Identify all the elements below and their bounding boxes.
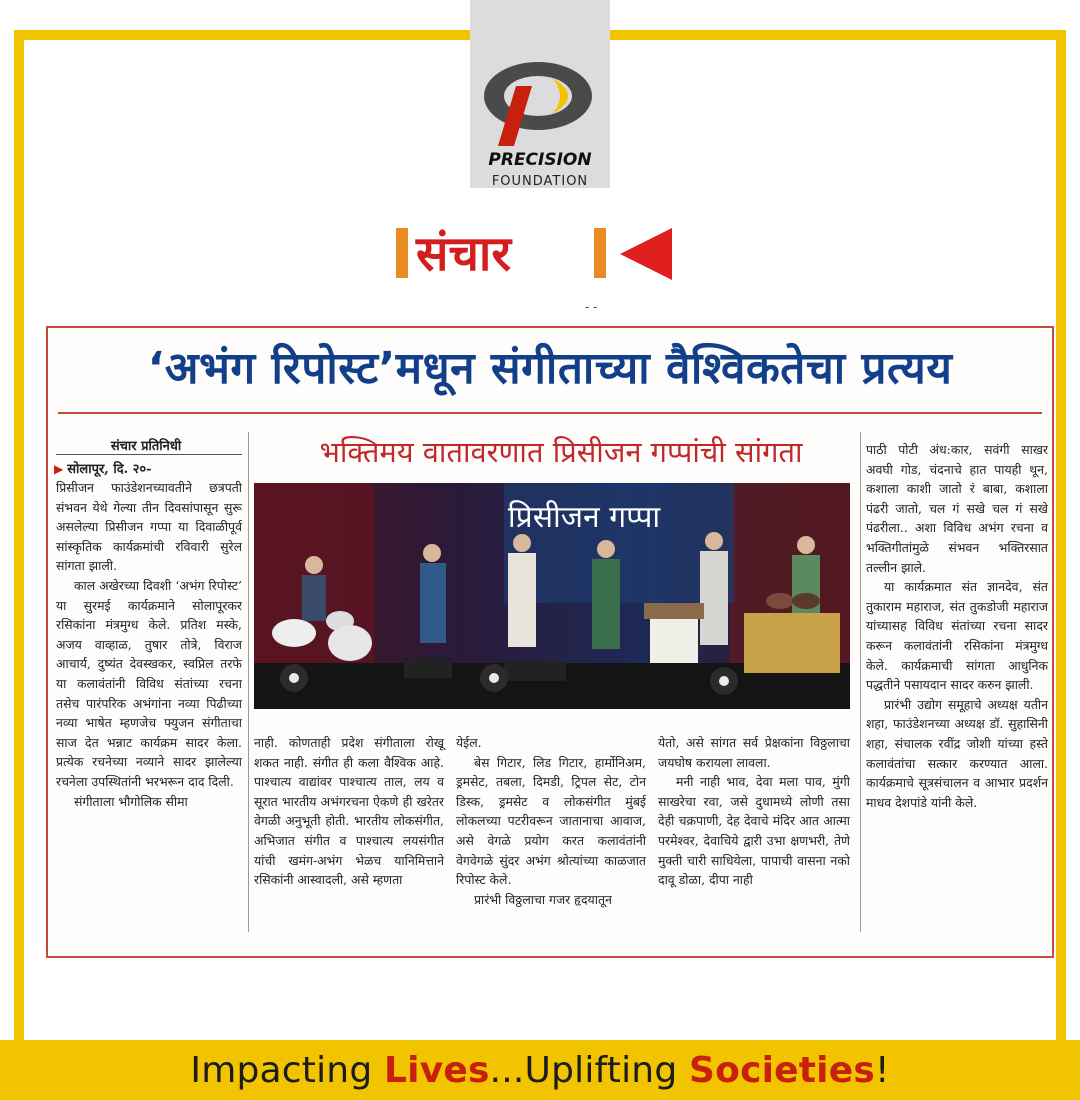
precision-foundation-logo	[470, 0, 610, 188]
col3-paragraph: प्रारंभी विठ्ठलाचा गजर हृदयातून	[474, 891, 612, 907]
column-rule	[860, 432, 861, 932]
masthead-title: संचार	[416, 226, 511, 282]
stage-illustration	[254, 483, 850, 709]
tagline-part: !	[874, 1049, 890, 1091]
col5-paragraph: या कार्यक्रमात संत ज्ञानदेव, संत तुकाराम महाराज, संत तुकडोजी महाराज यांच्यासह विविध संतांच्या रचना सादर करून कलावंतांनी रसिकांना मंत्रमुग्ध केले. कार्यक्रमाची सांगता आधुनिक पद्धतीने पसायदान सादर करुन झाली.	[866, 579, 1048, 693]
article-column-4	[658, 733, 850, 890]
article-column-1	[56, 478, 242, 811]
col3-paragraph: बेस गिटार, लिड गिटार, हार्मोनिअम, ड्रमसेट, तबला, दिमडी, ट्रिपल सेट, टोन डिस्क, ड्रमसेट व लोकसंगीत मुंबई लोकलच्या पटरीवरून जातानाचा आवाज, असे वेगळे प्रयोग करत कलावंतांनी वेगवेगळे सुंदर अभंग श्रोत्यांच्या काळजात रिपोस्ट केले.	[456, 754, 646, 888]
dateline-arrow-icon: ▶	[54, 462, 64, 476]
col1-paragraph: प्रिसीजन फाउंडेशनच्यावतीने छत्रपती संभवन येथे गेल्या तीन दिवसांपासून सुरू असलेल्या प्रिसीजन गप्पा या दिवाळीपूर्व सांस्कृतिक कार्यक्रमांची रविवारी सुरेल सांगता झाली.	[56, 480, 242, 574]
article-headline: ‘अभंग रिपोस्ट’मधून संगीताच्या वैश्विकतेचा प्रत्यय	[147, 343, 953, 394]
footer-tagline	[190, 1050, 889, 1091]
tagline-highlight: Societies	[689, 1049, 875, 1091]
footer-tagline-band	[0, 1040, 1080, 1100]
dateline	[54, 459, 152, 477]
col5-paragraph: पाठी पोटी अंध:कार, सवंगी साखर अवघी गोड, चंदनाचे हात पायही थून, कशाला काशी जातो रं बाबा, कशाला पंढरी जातो, चल गं सखे चल गं सखे पंढरीला.. अशा विविध अभंग रचना व भक्तिगीतांमुळे संभवन भक्तिरसात तल्लीन झाले.	[866, 442, 1048, 575]
masthead-bar-right	[594, 228, 606, 278]
col1-paragraph: संगीताला भौगोलिक सीमा	[74, 793, 188, 809]
byline-rule	[56, 454, 242, 455]
concert-photo	[254, 483, 850, 709]
news-article	[46, 326, 1054, 958]
masthead-arrow-icon	[616, 226, 676, 282]
headline-rule	[58, 412, 1042, 414]
masthead-bar-left	[396, 228, 408, 278]
photo-banner: प्रिसीजन गप्पा	[507, 500, 661, 535]
article-column-5	[866, 440, 1048, 812]
col5-paragraph: प्रारंभी उद्योग समूहाचे अध्यक्ष यतीन शहा, फाउंडेशनच्या अध्यक्ष डॉ. सुहासिनी शहा, संचालक रवींद्र जोशी यांच्या हस्ते कलावंतांचा सत्कार करण्यात आला. कार्यक्रमाचे सूत्रसंचालन व आभार प्रदर्शन माधव देशपांडे यांनी केले.	[866, 696, 1048, 810]
col1-paragraph: काल अखेरच्या दिवशी ‘अभंग रिपोस्ट’ या सुरमई कार्यक्रमाने सोलापूरकर रसिकांना मंत्रमुग्ध केले. प्रतिश मस्के, अजय वाव्हाळ, तुषार तोत्रे, विराज आचार्य, दुष्यंत देवस्खकर, स्वप्निल तरफे या कलावंतांनी विविध संतांच्या रचना तसेच पारंपरिक अभंगांना नव्या पिढीच्या नव्या भाषेत म्हणजेच फ्युजन संगीताचा साज देत भन्नाट कार्यक्रम सादर केला. प्रत्येक रचनेच्या नव्याने सादर झालेल्या रचनेला उपस्थितांनी भरभरून दाद दिली.	[56, 577, 242, 789]
separator-mark: - -	[585, 300, 598, 314]
tagline-part: Impacting	[190, 1049, 385, 1091]
article-subheadline: भक्तिमय वातावरणात प्रिसीजन गप्पांची सांगता	[319, 435, 803, 469]
dateline-text: सोलापूर, दि. २०-	[67, 462, 152, 477]
col3-paragraph: येईल.	[456, 735, 482, 750]
tagline-part: ...Uplifting	[489, 1049, 690, 1091]
article-column-3	[456, 733, 646, 909]
column-rule	[248, 432, 249, 932]
col2-paragraph: नाही. कोणताही प्रदेश संगीताला रोखू शकत नाही. संगीत ही कला वैश्विक आहे. पाश्चात्य वाद्यांवर पाश्चात्य ताल, लय व सूरात भारतीय अभंगरचना ऐकणे ही खरेतर वेगळी अनुभूती होती. भारतीय लोकसंगीत, अभिजात संगीत व पाश्चात्य लयसंगीत यांची खमंग-अभंग भेळच यानिमित्ताने रसिकांनी आस्वादली, असे म्हणता	[254, 735, 444, 888]
newspaper-masthead	[396, 218, 686, 288]
byline: संचार प्रतिनिधी	[110, 439, 182, 454]
tagline-highlight: Lives	[384, 1049, 490, 1091]
logo-subtitle: FOUNDATION	[491, 174, 589, 189]
col4-paragraph: मनी नाही भाव, देवा मला पाव, मुंगी साखरेचा रवा, जसे दुधामध्ये लोणी तसा देही चक्रपाणी, देह देवाचे मंदिर आत आत्मा परमेश्वर, देवाचिये द्वारी उभा क्षणभरी, तेणे मुक्ती चारी साधियेला, पापाची वासना नको दावू डोळा, दीपा नाही	[658, 774, 850, 888]
logo-name: PRECISION	[488, 150, 592, 170]
col4-paragraph: येतो, असे सांगत सर्व प्रेक्षकांना विठ्ठलाचा जयघोष करायला लावला.	[658, 735, 850, 770]
article-column-2	[254, 733, 444, 890]
precision-logo-icon	[480, 56, 600, 146]
